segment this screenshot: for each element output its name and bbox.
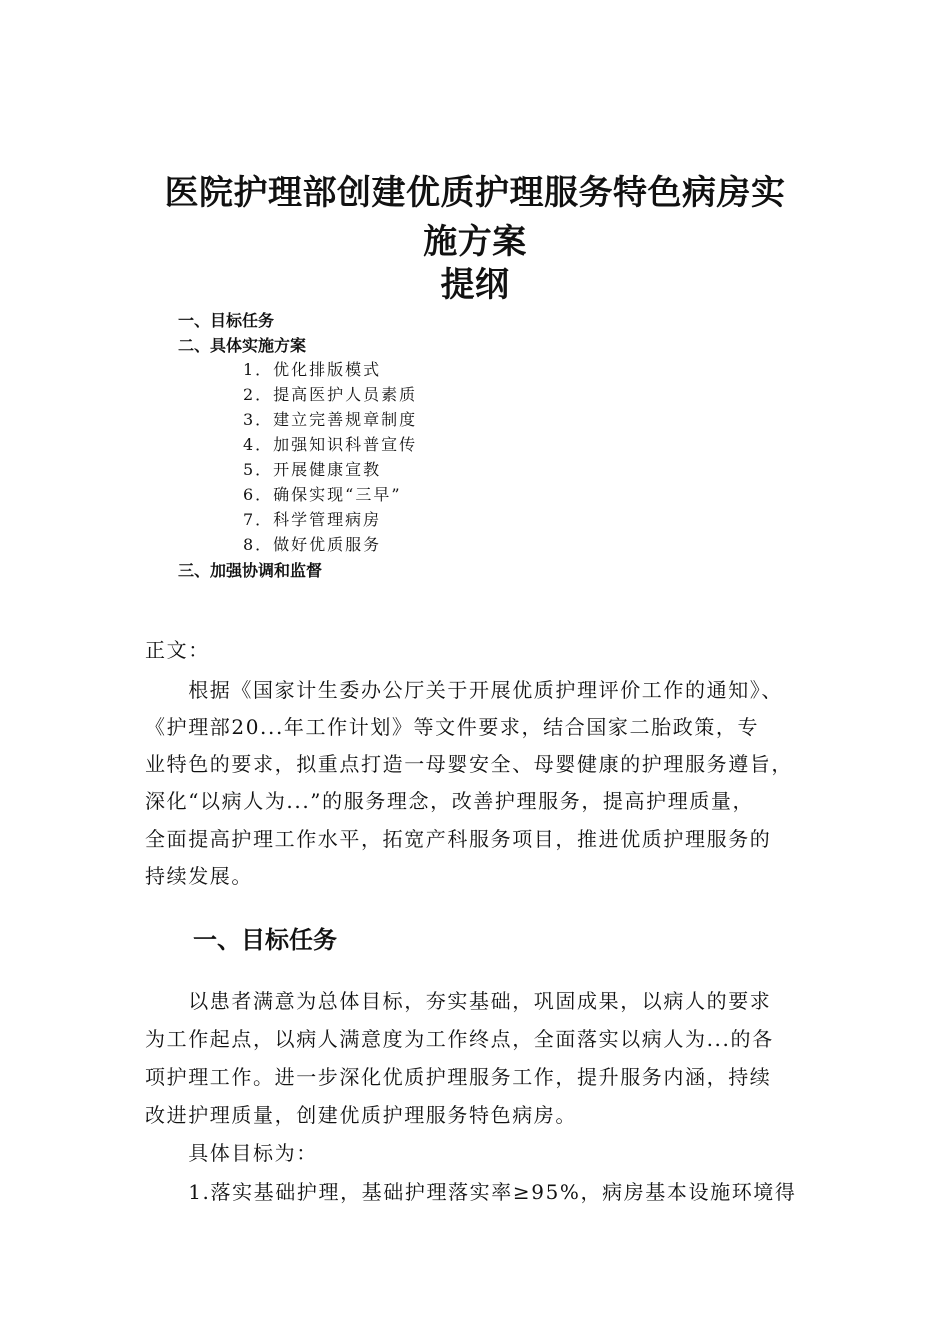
outline-item-3: 3．建立完善规章制度 <box>243 410 418 429</box>
outline-item-4: 4．加强知识科普宣传 <box>243 435 418 454</box>
objectives-line-2: 为工作起点，以病人满意度为工作终点，全面落实以病人为...的各 <box>145 1027 774 1051</box>
outline-item-2: 2．提高医护人员素质 <box>243 385 418 404</box>
outline-item-7: 7．科学管理病房 <box>243 510 382 529</box>
outline-item-1: 1．优化排版模式 <box>243 360 382 379</box>
section-heading-objectives: 一、目标任务 <box>193 926 337 954</box>
outline-item-5: 5．开展健康宣教 <box>243 460 382 479</box>
intro-line-5: 全面提高护理工作水平，拓宽产科服务项目，推进优质护理服务的 <box>145 827 772 851</box>
outline-item-8: 8．做好优质服务 <box>243 535 382 554</box>
intro-line-1: 根据《国家计生委办公厅关于开展优质护理评价工作的通知》、 <box>145 678 783 702</box>
outline-item-6: 6．确保实现“三早” <box>243 485 402 504</box>
intro-label: 正文： <box>145 638 210 662</box>
objectives-line-3: 项护理工作。进一步深化优质护理服务工作，提升服务内涵，持续 <box>145 1065 772 1089</box>
outline-section-2: 二、具体实施方案 <box>178 336 307 355</box>
intro-line-3: 业特色的要求，拟重点打造一母婴安全、母婴健康的护理服务遵旨， <box>145 752 793 776</box>
document-subtitle: 提纲 <box>440 265 510 305</box>
objectives-line-4: 改进护理质量，创建优质护理服务特色病房。 <box>145 1103 577 1127</box>
objectives-line-1: 以患者满意为总体目标，夯实基础，巩固成果，以病人的要求 <box>145 989 772 1013</box>
document-title-line-2: 施方案 <box>423 222 527 262</box>
intro-line-2: 《护理部20...年工作计划》等文件要求，结合国家二胎政策，专 <box>145 715 760 739</box>
outline-section-1: 一、目标任务 <box>178 311 275 330</box>
intro-line-4: 深化“以病人为...”的服务理念，改善护理服务，提高护理质量， <box>145 789 755 813</box>
outline-section-3: 三、加强协调和监督 <box>178 561 323 580</box>
document-title-line-1: 医院护理部创建优质护理服务特色病房实 <box>164 173 786 213</box>
intro-line-6: 持续发展。 <box>145 864 253 888</box>
objectives-line-5: 具体目标为： <box>145 1141 318 1165</box>
objectives-line-6: 1.落实基础护理，基础护理落实率≥95%，病房基本设施环境得 <box>145 1180 797 1204</box>
